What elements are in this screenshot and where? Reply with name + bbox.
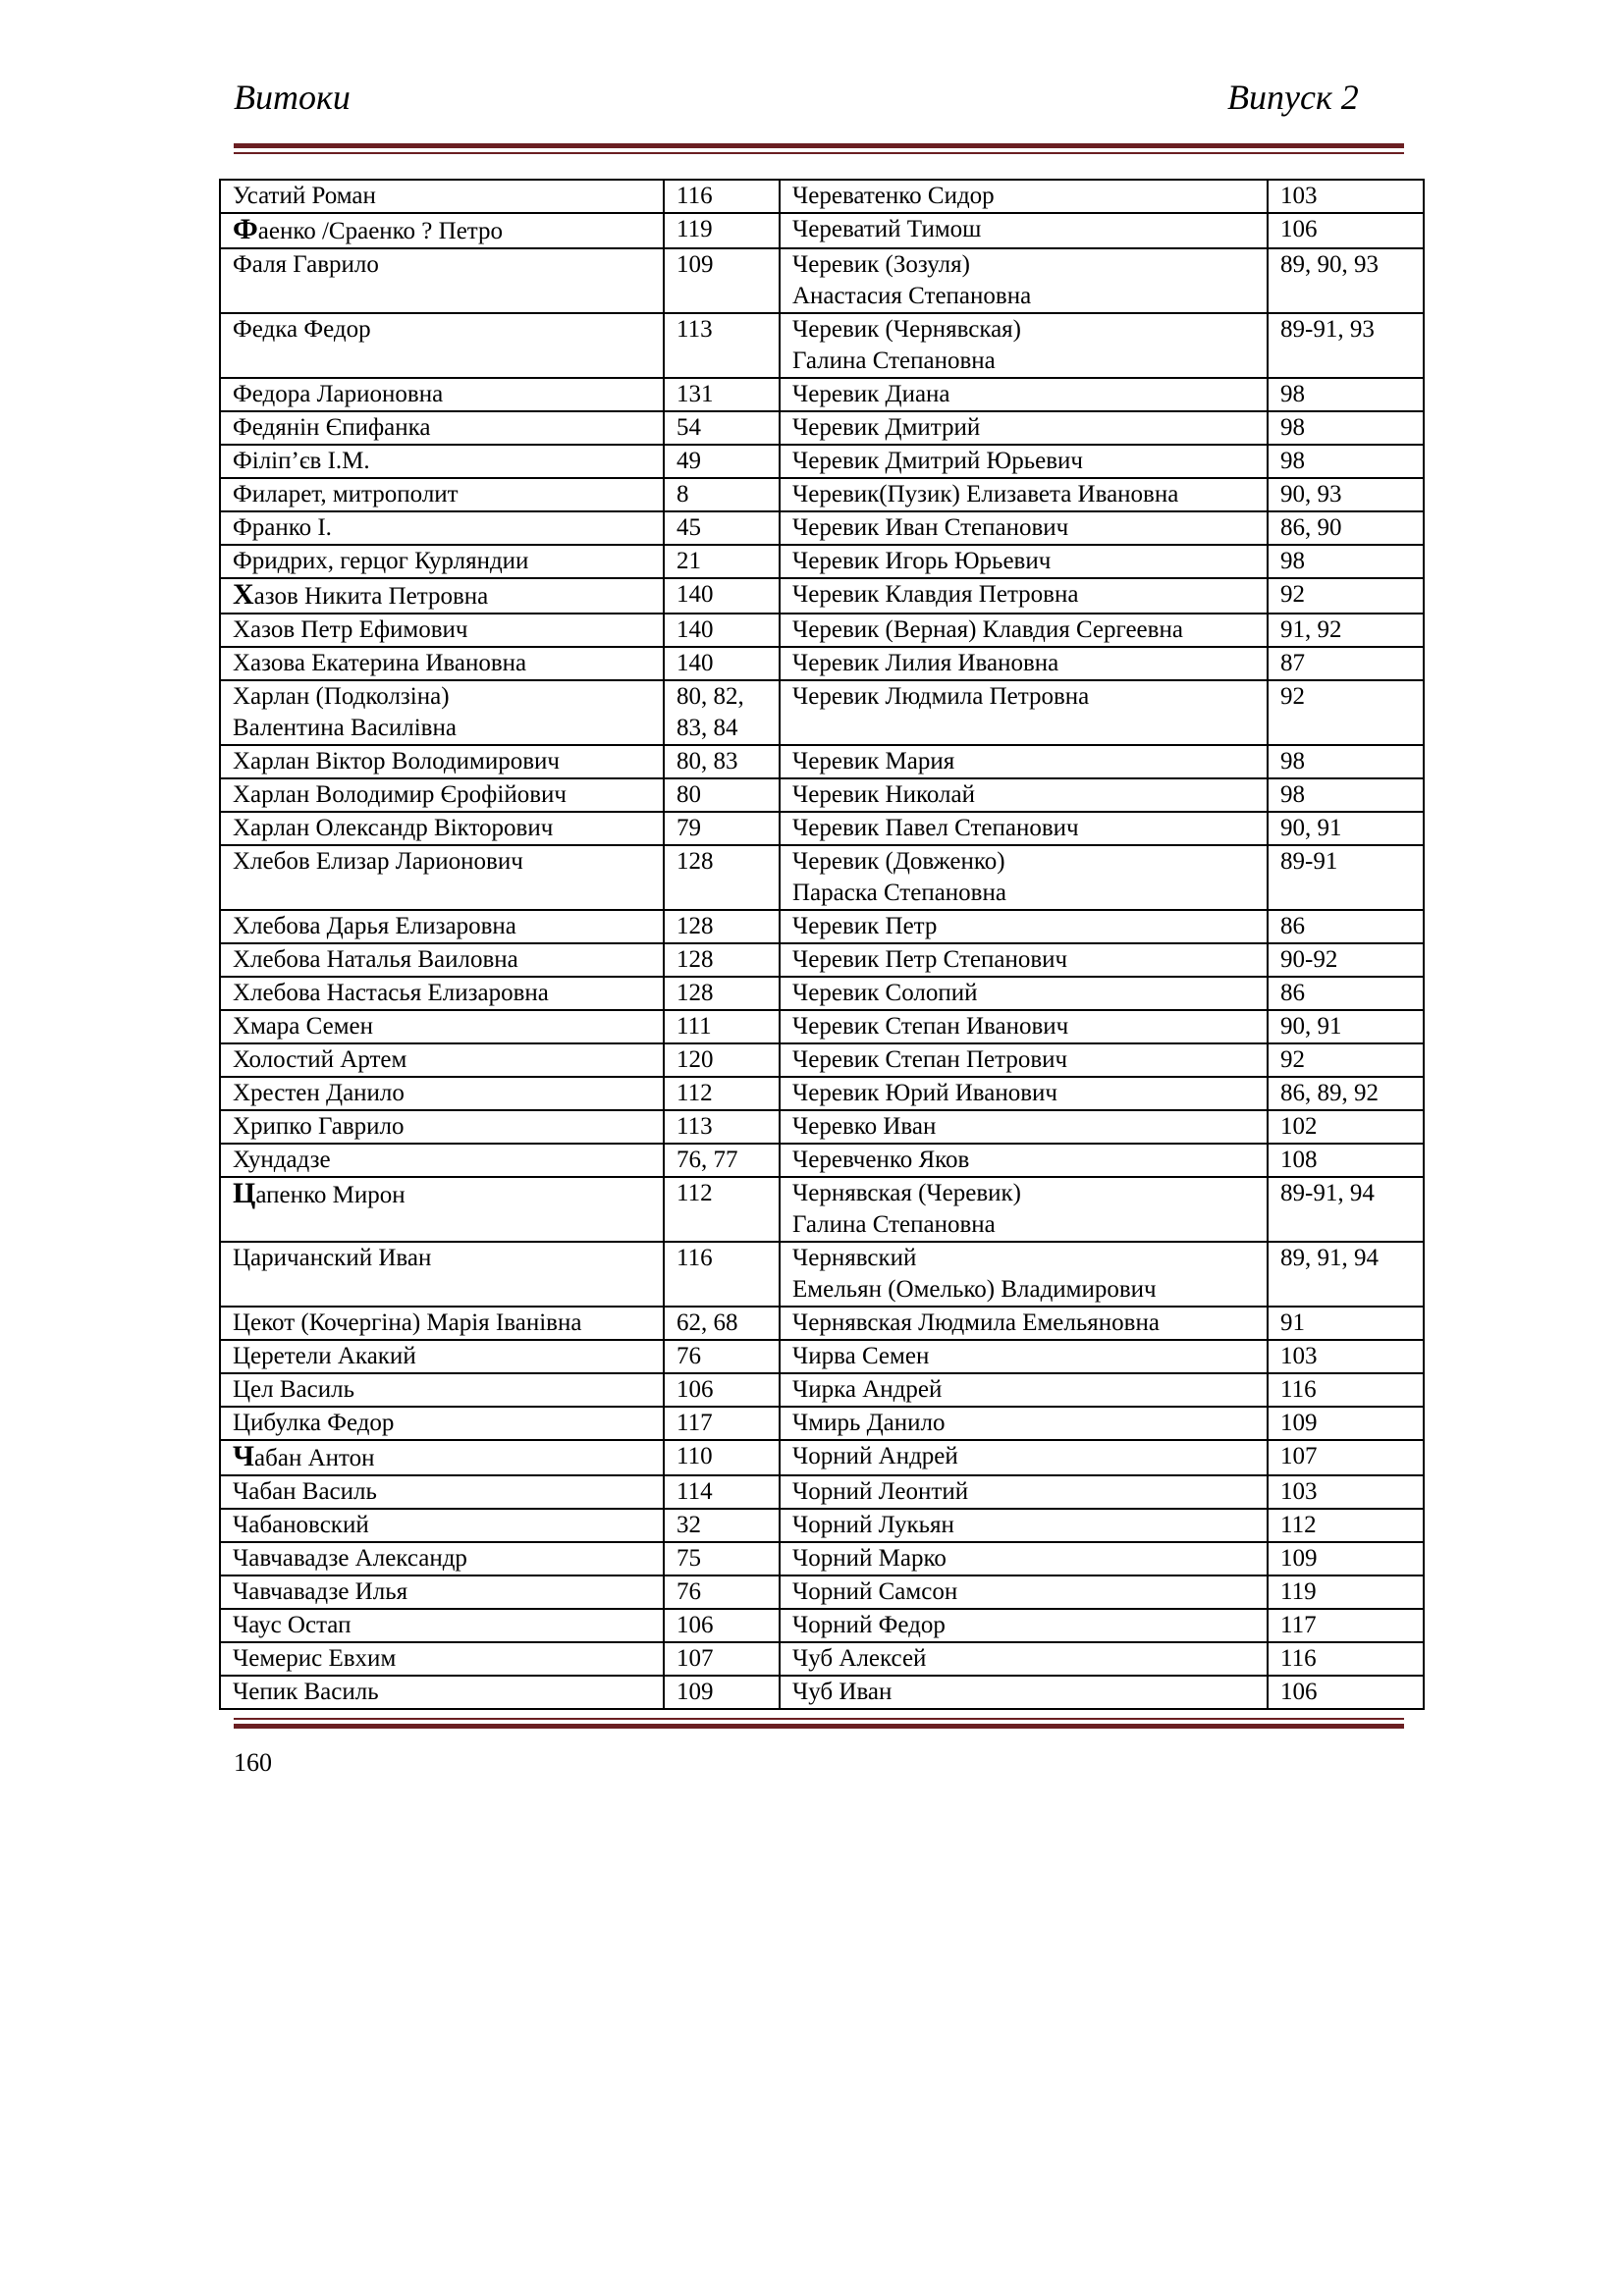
page-cell: 128 [664,910,780,943]
table-row [220,778,1424,812]
name-cell [220,614,664,647]
entry-name: Чемерис Евхим [233,1645,397,1672]
table-row [220,478,1424,511]
entry-name: Франко І. [233,514,332,541]
page-cell: 98 [1268,545,1424,578]
name-cell [220,778,664,812]
entry-name: Черевик Лилия Ивановна [792,650,1059,676]
page-cell: 89, 90, 93 [1268,248,1424,313]
entry-name: Чорний Самсон [792,1578,958,1605]
name-cell [780,511,1268,545]
name-cell [780,1676,1268,1709]
page-cell: 86 [1268,910,1424,943]
page-cell: 80 [664,778,780,812]
page-cell: 98 [1268,378,1424,411]
name-cell [220,1676,664,1709]
entry-name: Черевик Юрий Иванович [792,1080,1057,1106]
entry-name: Чернявская Людмила Емельяновна [792,1309,1160,1336]
entry-name: Черевик Степан Петрович [792,1046,1068,1073]
name-cell [780,647,1268,680]
table-row [220,614,1424,647]
name-cell [780,411,1268,445]
entry-name: Цел Василь [233,1376,354,1403]
entry-name: Чепик Василь [233,1679,379,1705]
table-row [220,545,1424,578]
entry-name: Хлебов Елизар Ларионович [233,848,523,875]
page-cell: 140 [664,647,780,680]
page-cell: 128 [664,943,780,977]
name-cell [220,647,664,680]
page-cell: 106 [1268,1676,1424,1709]
page-cell: 109 [1268,1407,1424,1440]
entry-name: Хазова Екатерина Ивановна [233,650,527,676]
entry-name: Чабан Василь [233,1478,377,1505]
entry-name: Царичанский Иван [233,1245,432,1271]
name-cell [220,248,664,313]
page-cell: 110 [664,1440,780,1475]
entry-name: Федянін Єпифанка [233,414,431,441]
name-cell [220,1373,664,1407]
entry-name: Черевик Дмитрий [792,414,981,441]
page-cell: 91 [1268,1307,1424,1340]
page-cell: 91, 92 [1268,614,1424,647]
name-cell [220,1307,664,1340]
issue-number: Випуск 2 [1227,78,1359,117]
entry-name: Хлебова Настасья Елизаровна [233,980,549,1006]
name-cell [220,378,664,411]
name-cell [780,614,1268,647]
header-rule-thick [234,143,1404,148]
page-cell: 128 [664,977,780,1010]
page-cell: 75 [664,1542,780,1575]
name-cell [780,478,1268,511]
table-row [220,1609,1424,1642]
page-cell: 89-91 [1268,845,1424,910]
page-cell: 103 [1268,180,1424,213]
entry-name: Чирка Андрей [792,1376,943,1403]
page-cell: 92 [1268,578,1424,614]
entry-name: Черевик (Довженко) Параска Степановна [792,848,1006,906]
entry-name: Чуб Алексей [792,1645,927,1672]
page-cell: 131 [664,378,780,411]
name-cell [220,680,664,745]
page-cell: 98 [1268,778,1424,812]
name-cell [780,1575,1268,1609]
name-cell [780,578,1268,614]
name-cell [220,578,664,614]
name-cell [780,1609,1268,1642]
entry-name: апенко Мирон [255,1182,406,1208]
entry-name: Черевик Клавдия Петровна [792,581,1079,608]
name-cell [780,180,1268,213]
page-cell: 140 [664,578,780,614]
page-cell: 87 [1268,647,1424,680]
table-row [220,812,1424,845]
name-cell [220,1043,664,1077]
table-row [220,1440,1424,1475]
name-cell [220,1609,664,1642]
table-row [220,378,1424,411]
name-cell [780,745,1268,778]
table-row [220,1043,1424,1077]
table-row [220,313,1424,378]
table-row [220,647,1424,680]
page-cell: 117 [1268,1609,1424,1642]
name-cell [780,910,1268,943]
page-cell: 103 [1268,1340,1424,1373]
letter-initial: Х [233,578,254,611]
page-cell: 90, 91 [1268,812,1424,845]
table-row [220,1642,1424,1676]
page-cell: 112 [664,1077,780,1110]
name-cell [780,378,1268,411]
name-cell [220,1077,664,1110]
entry-name: Черевик Петр [792,913,938,939]
entry-name: Хлебова Дарья Елизаровна [233,913,516,939]
entry-name: Чавчавадзе Илья [233,1578,408,1605]
entry-name: Черевик (Чернявская) Галина Степановна [792,316,1022,374]
table-row [220,248,1424,313]
footer-rule-thin [234,1718,1404,1720]
letter-initial: Ф [233,213,258,245]
entry-name: Харлан (Подколзіна) Валентина Василівна [233,683,457,741]
name-cell [220,845,664,910]
entry-name: Черевик (Верная) Клавдия Сергеевна [792,616,1183,643]
entry-name: Хрипко Гаврило [233,1113,405,1140]
name-cell [780,1440,1268,1475]
table-row [220,1340,1424,1373]
name-cell [220,1110,664,1144]
page-cell: 113 [664,1110,780,1144]
page-cell: 111 [664,1010,780,1043]
page-cell: 89-91, 94 [1268,1177,1424,1242]
entry-name: азов Никита Петровна [253,583,489,610]
name-cell [780,1642,1268,1676]
entry-name: Хлебова Наталья Ваиловна [233,946,518,973]
entry-name: Чирва Семен [792,1343,930,1369]
entry-name: абан Антон [254,1445,375,1471]
name-index-table [219,179,1425,1710]
name-cell [780,313,1268,378]
name-cell [220,943,664,977]
name-cell [780,545,1268,578]
letter-initial: Ч [233,1440,255,1472]
name-cell [780,1242,1268,1307]
name-cell [780,1407,1268,1440]
entry-name: Фаля Гаврило [233,251,379,278]
table-row [220,411,1424,445]
name-cell [220,213,664,248]
page-cell: 49 [664,445,780,478]
entry-name: Филарет, митрополит [233,481,459,507]
entry-name: Чернявский Емельян (Омелько) Владимирович [792,1245,1157,1303]
page-cell: 102 [1268,1110,1424,1144]
name-cell [780,1077,1268,1110]
table-row [220,1110,1424,1144]
page-cell: 114 [664,1475,780,1509]
page-cell: 62, 68 [664,1307,780,1340]
page-cell: 112 [664,1177,780,1242]
entry-name: Черевик Павел Степанович [792,815,1079,841]
table-row [220,1077,1424,1110]
page-cell: 98 [1268,445,1424,478]
entry-name: Харлан Олександр Вікторович [233,815,554,841]
page-cell: 119 [1268,1575,1424,1609]
page-number: 160 [234,1748,272,1777]
name-cell [780,213,1268,248]
table-row [220,1542,1424,1575]
footer-rule-thick [234,1724,1404,1729]
entry-name: Черевик Солопий [792,980,978,1006]
entry-name: Хмара Семен [233,1013,374,1040]
letter-initial: Ц [233,1177,256,1209]
name-cell [780,1542,1268,1575]
table-row [220,1177,1424,1242]
page-cell: 80, 82, 83, 84 [664,680,780,745]
name-cell [780,445,1268,478]
page-cell: 112 [1268,1509,1424,1542]
entry-name: Харлан Віктор Володимирович [233,748,560,774]
name-cell [780,1043,1268,1077]
entry-name: Федка Федор [233,316,371,343]
entry-name: Черевик Дмитрий Юрьевич [792,448,1083,474]
name-cell [220,313,664,378]
table-row [220,680,1424,745]
name-cell [220,411,664,445]
name-cell [220,545,664,578]
name-cell [220,977,664,1010]
page-cell: 86, 90 [1268,511,1424,545]
page-cell: 21 [664,545,780,578]
name-cell [220,1440,664,1475]
page-cell: 80, 83 [664,745,780,778]
entry-name: Черевик Петр Степанович [792,946,1068,973]
name-cell [220,910,664,943]
table-row [220,511,1424,545]
name-cell [220,1242,664,1307]
page-cell: 109 [1268,1542,1424,1575]
name-cell [780,943,1268,977]
page-cell: 116 [664,180,780,213]
entry-name: Хрестен Данило [233,1080,405,1106]
page-cell: 116 [1268,1373,1424,1407]
page-cell: 116 [664,1242,780,1307]
page-cell: 79 [664,812,780,845]
entry-name: Харлан Володимир Єрофійович [233,781,567,808]
table-row [220,845,1424,910]
name-cell [780,1307,1268,1340]
page-cell: 140 [664,614,780,647]
name-cell [220,1575,664,1609]
page-cell: 86, 89, 92 [1268,1077,1424,1110]
page-cell: 8 [664,478,780,511]
page-cell: 119 [664,213,780,248]
entry-name: Чернявская (Черевик) Галина Степановна [792,1180,1022,1238]
table-row [220,943,1424,977]
page-cell: 90-92 [1268,943,1424,977]
entry-name: Черевик (Зозуля) Анастасия Степановна [792,251,1032,309]
name-cell [220,1542,664,1575]
name-cell [780,1177,1268,1242]
entry-name: Федора Ларионовна [233,381,444,407]
page-cell: 109 [664,1676,780,1709]
entry-name: Чорний Марко [792,1545,947,1572]
name-cell [220,180,664,213]
name-cell [220,812,664,845]
table-row [220,1242,1424,1307]
entry-name: Черевченко Яков [792,1147,970,1173]
name-cell [220,445,664,478]
page-cell: 106 [1268,213,1424,248]
name-cell [220,1144,664,1177]
entry-name: Чмирь Данило [792,1410,946,1436]
entry-name: Цекот (Кочергіна) Марія Іванівна [233,1309,582,1336]
table-row [220,1144,1424,1177]
name-cell [780,977,1268,1010]
table-row [220,1307,1424,1340]
entry-name: Черевко Иван [792,1113,937,1140]
name-cell [780,812,1268,845]
entry-name: Церетели Акакий [233,1343,416,1369]
name-cell [220,1340,664,1373]
page-cell: 86 [1268,977,1424,1010]
entry-name: Черевик Игорь Юрьевич [792,548,1052,574]
entry-name: аенко /Сраенко ? Петро [257,218,504,244]
page-cell: 92 [1268,1043,1424,1077]
page-cell: 98 [1268,411,1424,445]
entry-name: Холостий Артем [233,1046,407,1073]
page-cell: 117 [664,1407,780,1440]
page-cell: 113 [664,313,780,378]
table-row [220,1407,1424,1440]
table-row [220,1575,1424,1609]
table-row [220,1676,1424,1709]
page-cell: 106 [664,1609,780,1642]
entry-name: Черевик Диана [792,381,950,407]
entry-name: Чорний Федор [792,1612,946,1638]
entry-name: Чуб Иван [792,1679,893,1705]
entry-name: Черевик Степан Иванович [792,1013,1069,1040]
name-cell [780,1144,1268,1177]
entry-name: Череватенко Сидор [792,183,995,209]
name-cell [220,478,664,511]
page-cell: 128 [664,845,780,910]
page-cell: 107 [664,1642,780,1676]
table-row [220,578,1424,614]
entry-name: Хазов Петр Ефимович [233,616,468,643]
name-cell [780,1010,1268,1043]
name-cell [220,511,664,545]
table-row [220,213,1424,248]
entry-name: Усатий Роман [233,183,376,209]
name-cell [220,1509,664,1542]
header-rule-thin [234,152,1404,154]
name-cell [220,1177,664,1242]
page-cell: 103 [1268,1475,1424,1509]
entry-name: Чабановский [233,1512,369,1538]
entry-name: Філіп’єв І.М. [233,448,370,474]
name-cell [780,1340,1268,1373]
page-cell: 89, 91, 94 [1268,1242,1424,1307]
page-cell: 76, 77 [664,1144,780,1177]
page-cell: 76 [664,1575,780,1609]
page-cell: 116 [1268,1642,1424,1676]
page-cell: 106 [664,1373,780,1407]
entry-name: Цибулка Федор [233,1410,395,1436]
entry-name: Хундадзе [233,1147,331,1173]
page-cell: 107 [1268,1440,1424,1475]
entry-name: Черевик Николай [792,781,975,808]
table-row [220,1475,1424,1509]
page-cell: 92 [1268,680,1424,745]
table-row [220,745,1424,778]
name-cell [780,1110,1268,1144]
page-cell: 32 [664,1509,780,1542]
page-cell: 76 [664,1340,780,1373]
page-cell: 90, 91 [1268,1010,1424,1043]
table-row [220,910,1424,943]
page-cell: 108 [1268,1144,1424,1177]
name-cell [780,680,1268,745]
entry-name: Чорний Леонтий [792,1478,969,1505]
table-row [220,1509,1424,1542]
name-cell [220,1642,664,1676]
name-cell [220,745,664,778]
name-cell [780,1509,1268,1542]
entry-name: Чаус Остап [233,1612,352,1638]
page-cell: 90, 93 [1268,478,1424,511]
page-cell: 89-91, 93 [1268,313,1424,378]
entry-name: Чавчавадзе Александр [233,1545,467,1572]
table-row [220,1373,1424,1407]
name-cell [780,778,1268,812]
table-row [220,977,1424,1010]
entry-name: Черевик Мария [792,748,955,774]
page-cell: 109 [664,248,780,313]
table-row [220,180,1424,213]
page-cell: 98 [1268,745,1424,778]
table-row [220,445,1424,478]
journal-title: Витоки [234,78,351,117]
entry-name: Черевик(Пузик) Елизавета Ивановна [792,481,1179,507]
entry-name: Черевик Иван Степанович [792,514,1069,541]
page-cell: 45 [664,511,780,545]
page-cell: 120 [664,1043,780,1077]
table-row [220,1010,1424,1043]
name-cell [220,1475,664,1509]
entry-name: Черевик Людмила Петровна [792,683,1090,710]
name-cell [220,1407,664,1440]
name-cell [220,1010,664,1043]
name-cell [780,1475,1268,1509]
entry-name: Чорний Андрей [792,1443,958,1469]
name-cell [780,248,1268,313]
entry-name: Череватий Тимош [792,216,982,242]
entry-name: Чорний Лукьян [792,1512,954,1538]
entry-name: Фридрих, герцог Курляндии [233,548,529,574]
name-cell [780,845,1268,910]
page-cell: 54 [664,411,780,445]
name-cell [780,1373,1268,1407]
